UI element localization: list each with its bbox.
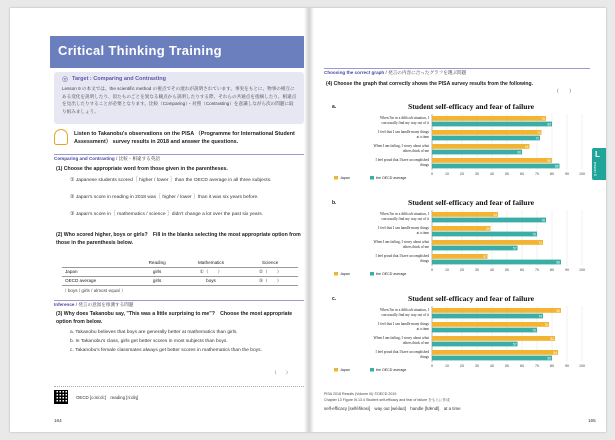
data-label: 70 bbox=[532, 328, 536, 333]
bar-oecd bbox=[432, 150, 522, 155]
x-tick-label: 50 bbox=[505, 364, 509, 368]
question-1: (1) Choose the appropriate word from those given in the parentheses. bbox=[56, 166, 228, 172]
bar-japan bbox=[432, 350, 558, 355]
legend-label: the OECD average bbox=[376, 272, 407, 276]
data-label: 70 bbox=[532, 232, 536, 237]
x-tick-label: 0 bbox=[431, 268, 433, 272]
category-label: I feel proud that I have accomplished bbox=[375, 158, 429, 163]
data-label: 39 bbox=[485, 226, 490, 231]
bar-oecd bbox=[432, 122, 552, 127]
x-tick-label: 70 bbox=[535, 364, 539, 368]
data-label: 85 bbox=[554, 164, 559, 169]
blank-3[interactable]: ③（ ） bbox=[242, 276, 298, 285]
category-label: at a time bbox=[416, 230, 429, 235]
right-page bbox=[312, 8, 606, 432]
lesson-tab-letter: L bbox=[595, 150, 600, 159]
table-cell: Japan bbox=[62, 267, 135, 276]
category-label: When I am failing, I worry about what bbox=[373, 144, 429, 149]
x-tick-label: 0 bbox=[431, 364, 433, 368]
option-label-b: b. bbox=[332, 200, 337, 206]
x-tick-label: 50 bbox=[505, 172, 509, 176]
data-label: 76 bbox=[541, 116, 545, 121]
divider bbox=[54, 386, 304, 387]
question-4: (4) Choose the graph that correctly shows the PISA survey results from the following. bbox=[326, 81, 533, 87]
table-cell: girls bbox=[135, 267, 180, 276]
bar-oecd bbox=[432, 164, 560, 169]
bar-oecd bbox=[432, 328, 537, 333]
data-label: 65 bbox=[524, 144, 529, 149]
x-tick-label: 50 bbox=[505, 268, 509, 272]
bar-oecd bbox=[432, 232, 537, 237]
data-label: 74 bbox=[538, 240, 542, 245]
x-tick-label: 60 bbox=[520, 268, 524, 272]
question-1-text: Choose the appropriate word from those given in the parentheses. bbox=[63, 166, 228, 172]
table-row bbox=[62, 267, 298, 276]
data-label: 86 bbox=[556, 308, 560, 313]
bar-japan bbox=[432, 144, 530, 149]
textbook-spread bbox=[10, 8, 606, 432]
data-label: 44 bbox=[493, 212, 497, 217]
x-tick-label: 20 bbox=[460, 268, 464, 272]
legend-label: the OECD average bbox=[376, 176, 407, 180]
x-tick-label: 10 bbox=[445, 172, 449, 176]
data-label: 80 bbox=[547, 122, 551, 127]
bar-japan bbox=[432, 212, 498, 217]
bar-japan bbox=[432, 240, 543, 245]
bar-oecd bbox=[432, 260, 561, 265]
q1-item-2: ② Japan's score in reading in 2018 was［ higher / lower ］than it was six years before. bbox=[70, 195, 259, 200]
x-tick-label: 0 bbox=[431, 172, 433, 176]
target-heading: Target : Comparing and Contrasting bbox=[72, 76, 167, 82]
table-header: Reading bbox=[135, 258, 180, 267]
option-label-a: a. bbox=[332, 104, 337, 110]
chart-b bbox=[324, 208, 592, 286]
category-label: When I'm in a difficult situation, I bbox=[380, 212, 429, 217]
legend-swatch bbox=[334, 368, 338, 372]
bar-japan bbox=[432, 130, 542, 135]
category-label: I feel that I can handle many things bbox=[378, 322, 429, 327]
table-cell: boys bbox=[180, 276, 243, 285]
data-label: 80 bbox=[547, 158, 551, 163]
bar-japan bbox=[432, 226, 491, 231]
target-icon: ◎ bbox=[62, 76, 69, 83]
data-label: 80 bbox=[547, 356, 551, 361]
data-label: 60 bbox=[517, 150, 521, 155]
page-title: Critical Thinking Training bbox=[58, 43, 222, 58]
legend-swatch bbox=[334, 272, 338, 276]
target-body: Lesson 9 の本文では、the scientific method の視点でその流れが説明されています。事実をもとに、物事の相互にある変化を説明したり、似たものごとを異なる観点から説明したりする際、それらの共通点を指摘したり、相違点を見出したりすることが必要となります。比較（Comparing）・対照（Contrasting）を意識しながら次の問題に取り組みましょう。 bbox=[62, 86, 297, 114]
data-label: 74 bbox=[538, 314, 542, 319]
section-comparing-en: Comparing and Contrasting bbox=[54, 156, 115, 161]
x-tick-label: 30 bbox=[475, 268, 479, 272]
table-cell: OECD average bbox=[62, 276, 135, 285]
x-tick-label: 10 bbox=[445, 268, 449, 272]
x-tick-label: 60 bbox=[520, 364, 524, 368]
section-comparing-jp: 比較・相違する英語 bbox=[118, 156, 160, 161]
data-label: 72 bbox=[535, 136, 539, 141]
bar-oecd bbox=[432, 246, 518, 251]
page-number-left: 164 bbox=[54, 418, 62, 423]
x-tick-label: 40 bbox=[490, 172, 494, 176]
x-tick-label: 10 bbox=[445, 364, 449, 368]
section-graph: Choosing the correct graph / 発言の内容に合ったグラフを選ぶ問題 bbox=[324, 68, 590, 77]
section-comparing: Comparing and Contrasting / 比較・相違する英語 bbox=[54, 154, 304, 163]
blank-1[interactable]: ①（ ） bbox=[180, 267, 243, 276]
q3-option-b: b. In Takanobu's class, girls get better scores in most subjects than boys. bbox=[70, 339, 228, 344]
category-label: things bbox=[420, 258, 429, 263]
chart-title-b: Student self-efficacy and fear of failure bbox=[408, 198, 535, 207]
left-page bbox=[10, 8, 308, 432]
x-tick-label: 90 bbox=[565, 268, 569, 272]
question-3: (3) Why does Takanobu say, "This was a little surprising to me"? Choose the most appropriate option from below. bbox=[56, 311, 293, 325]
table-header bbox=[62, 258, 135, 267]
section-graph-jp: 発言の内容に合ったグラフを選ぶ問題 bbox=[388, 70, 467, 75]
bar-japan bbox=[432, 158, 552, 163]
x-tick-label: 70 bbox=[535, 268, 539, 272]
legend-swatch bbox=[334, 176, 338, 180]
x-tick-label: 100 bbox=[579, 172, 585, 176]
data-label: 57 bbox=[512, 342, 517, 347]
q3-option-a: a. Takanobu believes that boys are generally better at mathematics than girls. bbox=[70, 330, 238, 335]
bar-japan bbox=[432, 308, 561, 313]
bar-oecd bbox=[432, 218, 546, 223]
data-label: 84 bbox=[553, 350, 557, 355]
legend-label: Japan bbox=[340, 368, 350, 372]
qr-code bbox=[54, 390, 68, 404]
x-tick-label: 30 bbox=[475, 172, 479, 176]
bar-oecd bbox=[432, 314, 543, 319]
x-tick-label: 60 bbox=[520, 172, 524, 176]
option-label-c: c. bbox=[332, 296, 337, 302]
bar-oecd bbox=[432, 342, 518, 347]
legend-label: Japan bbox=[340, 176, 350, 180]
data-label: 37 bbox=[482, 254, 487, 259]
q1-item-3: ③ Japan's score in［ mathematics / science ］didn't change a lot over the past six years. bbox=[70, 212, 264, 217]
x-tick-label: 30 bbox=[475, 364, 479, 368]
question-4-text: Choose the graph that correctly shows the PISA survey results from the following. bbox=[333, 81, 533, 87]
category-label: When I'm in a difficult situation, I bbox=[380, 308, 429, 313]
category-label: When I am failing, I worry about what bbox=[373, 240, 429, 245]
x-tick-label: 80 bbox=[550, 364, 554, 368]
question-2: (2) Who scored higher, boys or girls? Fill in the blanks selecting the most appropriate option from those in the parenthesis below. bbox=[56, 232, 301, 246]
category-label: others think of me bbox=[402, 244, 429, 249]
category-label: others think of me bbox=[402, 340, 429, 345]
x-tick-label: 40 bbox=[490, 364, 494, 368]
data-label: 78 bbox=[544, 322, 548, 327]
source-note: PISA 2018 Results (Volume III) ©OECD 2019 Chapter 13 Figure III.13.4 Student self-efficacy and fear of failure をもとに作成 bbox=[324, 392, 450, 402]
answer-blank[interactable]: （ ） bbox=[272, 370, 291, 375]
section-inference: Inference / 発言の意図を推測する問題 bbox=[54, 300, 304, 309]
x-tick-label: 80 bbox=[550, 268, 554, 272]
title-band bbox=[50, 36, 304, 68]
q3-option-c: c. Takanobu's female classmates always get better scores in mathematics than the boys. bbox=[70, 348, 262, 353]
listen-instruction: Listen to Takanobu's observations on the PISA （Programme for International Student Assessment） survey results in 2018 and answer the questions. bbox=[74, 131, 295, 145]
x-tick-label: 100 bbox=[579, 364, 585, 368]
legend-swatch bbox=[370, 272, 374, 276]
score-table bbox=[62, 258, 298, 286]
bar-japan bbox=[432, 116, 546, 121]
lesson-tab-unit: esson 9 bbox=[593, 162, 598, 177]
category-label: at a time bbox=[416, 134, 429, 139]
table-header-row bbox=[62, 258, 298, 267]
x-tick-label: 70 bbox=[535, 172, 539, 176]
answer-choices: （ boys / girls / almost equal ） bbox=[62, 288, 126, 293]
category-label: can usually find my way out of it bbox=[381, 216, 429, 221]
x-tick-label: 100 bbox=[579, 268, 585, 272]
bar-oecd bbox=[432, 136, 540, 141]
answer-blank-right[interactable]: （ ） bbox=[554, 89, 575, 95]
category-label: When I'm in a difficult situation, I bbox=[380, 116, 429, 121]
bar-japan bbox=[432, 322, 549, 327]
category-label: things bbox=[420, 162, 429, 167]
blank-2[interactable]: ②（ ） bbox=[242, 267, 298, 276]
table-cell: girls bbox=[135, 276, 180, 285]
chart-a bbox=[324, 112, 592, 190]
category-label: I feel proud that I have accomplished bbox=[375, 350, 429, 355]
table-row bbox=[62, 276, 298, 285]
data-label: 73 bbox=[536, 130, 541, 135]
x-tick-label: 40 bbox=[490, 268, 494, 272]
x-tick-label: 90 bbox=[565, 172, 569, 176]
x-tick-label: 80 bbox=[550, 172, 554, 176]
chart-c bbox=[324, 304, 592, 382]
section-inference-en: Inference bbox=[54, 302, 75, 307]
vocab-right: self-efficacy [selféfikəsi] way out [wéiàut] handle [hǽndl] at a time bbox=[324, 406, 461, 411]
section-inference-jp: 発言の意図を推測する問題 bbox=[78, 302, 134, 307]
chart-title-a: Student self-efficacy and fear of failure bbox=[408, 102, 535, 111]
category-label: can usually find my way out of it bbox=[381, 120, 429, 125]
legend-swatch bbox=[370, 176, 374, 180]
category-label: things bbox=[420, 354, 429, 359]
data-label: 86 bbox=[556, 260, 560, 265]
table-header: Mathematics bbox=[180, 258, 243, 267]
page-number-right: 165 bbox=[588, 418, 596, 423]
x-tick-label: 90 bbox=[565, 364, 569, 368]
legend-swatch bbox=[370, 368, 374, 372]
data-label: 57 bbox=[512, 246, 517, 251]
data-label: 76 bbox=[541, 218, 545, 223]
chart-title-c: Student self-efficacy and fear of failure bbox=[408, 294, 535, 303]
data-label: 82 bbox=[550, 336, 554, 341]
bar-japan bbox=[432, 254, 488, 259]
bar-japan bbox=[432, 336, 555, 341]
vocab-left: OECD [o:isi:di:] reading [ri:diŋ] bbox=[76, 395, 139, 400]
q1-item-1: ① Japanese students scored［ higher / lower ］than the OECD average in all three subjects. bbox=[70, 178, 272, 183]
category-label: can usually find my way out of it bbox=[381, 312, 429, 317]
table-header: Science bbox=[242, 258, 298, 267]
section-graph-en: Choosing the correct graph bbox=[324, 70, 385, 75]
question-3-text: Why does Takanobu say, "This was a little surprising to me"? Choose the most appropriate option from below. bbox=[56, 311, 293, 325]
category-label: others think of me bbox=[402, 148, 429, 153]
lesson-tab bbox=[592, 148, 606, 180]
category-label: at a time bbox=[416, 326, 429, 331]
bar-oecd bbox=[432, 356, 552, 361]
legend-label: Japan bbox=[340, 272, 350, 276]
question-2-text: Who scored higher, boys or girls? Fill in the blanks selecting the most appropriate option from those in the parenthesis below. bbox=[56, 232, 301, 246]
category-label: When I am failing, I worry about what bbox=[373, 336, 429, 341]
legend-label: the OECD average bbox=[376, 368, 407, 372]
x-tick-label: 20 bbox=[460, 172, 464, 176]
category-label: I feel proud that I have accomplished bbox=[375, 254, 429, 259]
category-label: I feel that I can handle many things bbox=[378, 226, 429, 231]
category-label: I feel that I can handle many things bbox=[378, 130, 429, 135]
headphones-icon bbox=[54, 129, 68, 145]
x-tick-label: 20 bbox=[460, 364, 464, 368]
target-box bbox=[54, 72, 304, 124]
